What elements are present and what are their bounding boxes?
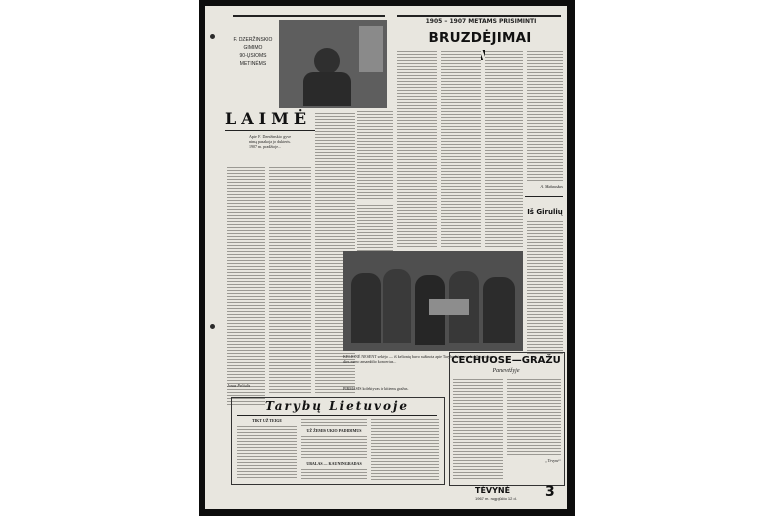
- portrait-head: [314, 48, 340, 74]
- photo-figure: [383, 269, 411, 343]
- main-col-2: [441, 50, 481, 248]
- tarybu-col-2b: [301, 435, 367, 459]
- memorial-text: [227, 36, 279, 96]
- tarybu-col-2a: [301, 418, 367, 426]
- memorial-line: F. DZERŽINSKIO: [233, 37, 273, 43]
- memorial-line: 90-ŲSIOMS: [239, 53, 267, 59]
- punch-hole: [210, 34, 215, 39]
- laime-intro: Apie F. Dzeržinskio gyvenimą pasakoja jo dukteris. 1907 m. pradžioje...: [249, 134, 291, 149]
- tarybu-sub-1: TIKT UŽ TEIGE: [251, 418, 283, 423]
- masthead-name: TĖVYNĖ: [475, 486, 511, 495]
- cechuose-title: CECHUOSE—GRAŽU: [451, 355, 561, 366]
- portrait-shelf: [359, 26, 383, 72]
- top-rule: [233, 15, 385, 17]
- tarybu-col-1: [237, 425, 297, 479]
- tarybu-sub-2: UŽ ŽEMIS UKIO PADIDIMUS: [306, 428, 362, 433]
- girulis-title: Iš Girulių: [527, 208, 563, 216]
- laime-col-5: [357, 204, 393, 254]
- photo-figure: [483, 277, 515, 343]
- cechuose-col-2: [507, 378, 561, 456]
- main-col-1: [397, 50, 437, 248]
- laime-title: LAIMĖ: [225, 109, 312, 128]
- main-title: BRUZDĖJIMAI: [428, 30, 532, 46]
- tarybu-rule: [237, 415, 437, 416]
- laime-col-4: [357, 110, 393, 200]
- portrait-photo: [279, 20, 387, 108]
- girulis-rule: [525, 196, 563, 197]
- cechuose-subtitle: Panevėžyje: [492, 368, 520, 374]
- tarybu-col-2c: [301, 468, 367, 480]
- group-photo: [343, 251, 523, 351]
- memorial-line: METINĖMS: [239, 61, 267, 67]
- photo-caption: KELIONĖ NESENT sekėjo — iš kelionių buvo sužinota apie Tarybų Lietuvos kolūkių ir liaudies meno ansamblio koncertus...: [343, 354, 493, 364]
- punch-hole: [210, 324, 215, 329]
- tarybu-title: Tarybų Lietuvoje: [265, 399, 409, 413]
- newspaper-page: [205, 6, 567, 509]
- tarybu-col-3: [371, 418, 439, 480]
- page-number: 3: [545, 484, 555, 500]
- cechuose-col-1: [453, 378, 503, 480]
- portrait-body: [303, 72, 351, 106]
- tarybu-sub-3: UBALAS — KAUNINGRADAS: [306, 461, 362, 466]
- photo-figure: [351, 273, 381, 343]
- girulis-text: [527, 220, 563, 356]
- laime-col-1: [227, 166, 265, 406]
- cechuose-footer: „Tėvynė“: [545, 458, 561, 463]
- main-col-4: [527, 50, 563, 182]
- memorial-line: GIMIMO: [243, 45, 263, 51]
- masthead-date: 1967 m. rugpjūčio 12 d.: [475, 496, 517, 501]
- photo-accordion: [429, 299, 469, 315]
- main-kicker: 1905 – 1907 METAMS PRISIMINTI: [425, 18, 537, 25]
- main-signature: A. Makauskas: [540, 184, 563, 189]
- photo-caption-2: PIRMASIS kolektyvas ir kitiems gražus.: [343, 386, 409, 391]
- laime-col-2: [269, 166, 311, 394]
- main-col-3: [485, 50, 523, 248]
- main-top-rule: [397, 15, 561, 17]
- laime-author: Jonas Pečiulis: [227, 383, 251, 388]
